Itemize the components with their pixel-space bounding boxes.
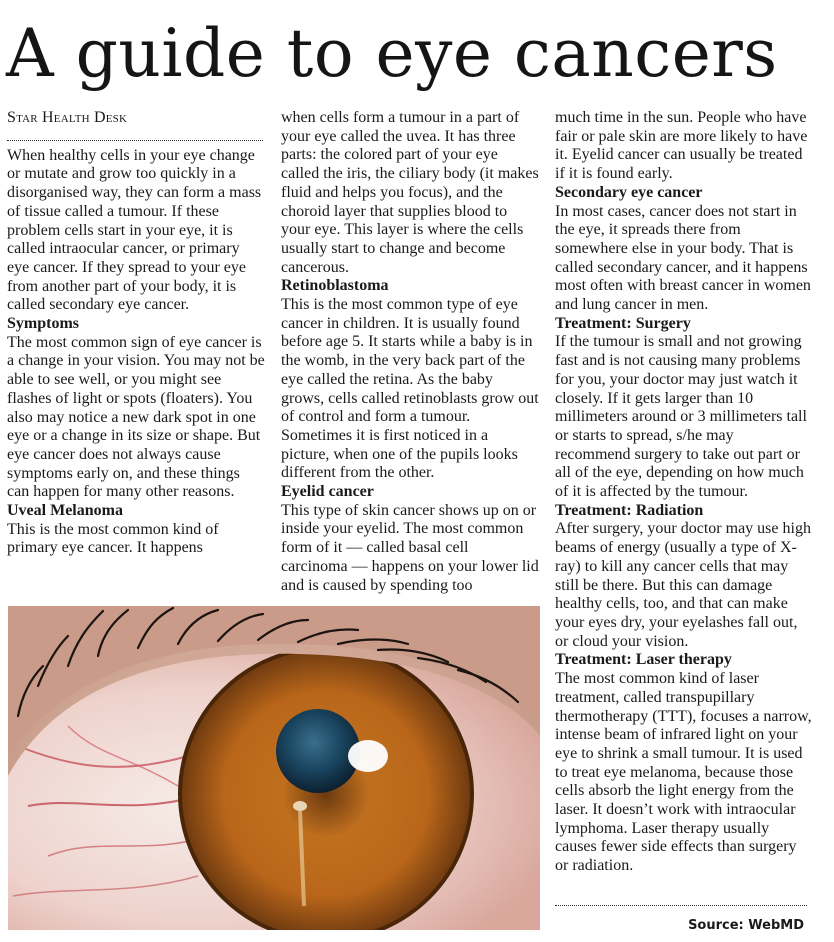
byline-divider: [7, 128, 263, 141]
laser-therapy-heading: Treatment: Laser therapy: [555, 651, 732, 669]
intro-paragraph: When healthy cells in your eye change or mutate and grow too quickly in a disorganised way, they can form a mass of tissue called a tumour. If these problem cells start in your eye, it is called intraocular cancer, or primary eye cancer. If they spread to your eye from another part of your body, it is called secondary eye cancer.: [7, 146, 262, 314]
eyelid-cancer-heading: Eyelid cancer: [281, 483, 374, 501]
eye-photograph: [8, 606, 540, 930]
source-divider: [555, 905, 807, 906]
article-column-1: [7, 109, 265, 558]
source-credit: Source: WebMD: [688, 918, 804, 933]
eye-illustration: [8, 606, 540, 930]
retinoblastoma-heading: Retinoblastoma: [281, 277, 389, 295]
secondary-eye-cancer-heading: Secondary eye cancer: [555, 183, 703, 201]
byline: Star Health Desk: [7, 109, 128, 126]
secondary-eye-cancer-paragraph: In most cases, cancer does not start in the eye, it spreads there from somewhere else in your body. That is called secondary cancer, and it happens most often with breast cancer in women and lung cancer in men.: [555, 202, 811, 314]
uveal-melanoma-paragraph-start: This is the most common kind of primary eye cancer. It happens: [7, 520, 219, 557]
laser-therapy-paragraph: The most common kind of laser treatment, called transpupillary thermotherapy (TTT), focuses a narrow, intense beam of infrared light on your eye to shrink a small tumour. It is used to treat eye melanoma, because those cells absorb the light energy from the laser. It doesn’t work with intraocular lymphoma. Laser therapy usually causes fewer side effects than surgery or radiation.: [555, 670, 812, 875]
symptoms-heading: Symptoms: [7, 315, 80, 333]
retinoblastoma-paragraph: This is the most common type of eye cancer in children. It is usually found before age 5. It starts while a baby is in the womb, in the very back part of the eye called the retina. As the baby grows, cells called retinoblasts grow out of control and form a tumour. Sometimes it is first noticed in a picture, when one of the pupils looks different from the other.: [281, 296, 539, 482]
uveal-melanoma-paragraph-end: when cells form a tumour in a part of your eye called the uvea. It has three parts: the colored part of your eye called the iris, the ciliary body (it makes fluid and helps you focus), and the choroid layer that supplies blood to your eye. This layer is where the cells usually start to change and become cancerous.: [281, 109, 539, 276]
surgery-heading: Treatment: Surgery: [555, 314, 691, 332]
eyelid-cancer-paragraph-end: much time in the sun. People who have fair or pale skin are more likely to have it. Eyelid cancer can usually be treated if it is found early.: [555, 109, 808, 183]
surgery-paragraph: If the tumour is small and not growing fast and is not causing many problems for you, your doctor may just watch it closely. If it gets larger than 10 millimeters around or 3 millimeters tall or starts to spread, s/he may recommend surgery to take out part or all of the eye, depending on how much of it is affected by the tumour.: [555, 333, 807, 501]
radiation-heading: Treatment: Radiation: [555, 501, 704, 519]
uveal-melanoma-heading: Uveal Melanoma: [7, 502, 123, 520]
symptoms-paragraph: The most common sign of eye cancer is a change in your vision. You may not be able to see well, or you might see flashes of light or spots (floaters). You also may notice a new dark spot in one eye or a change in its size or shape. But eye cancer does not always cause symptoms early on, and these things can happen for many other reasons.: [7, 333, 265, 501]
radiation-paragraph: After surgery, your doctor may use high beams of energy (usually a type of X-ray) to kill any cancer cells that may still be there. But this can damage healthy cells, too, and that can make your eyes dry, your eyelashes fall out, or cloud your vision.: [555, 520, 811, 650]
article-column-2: [281, 109, 539, 595]
headline: A guide to eye cancers: [6, 15, 778, 92]
eyelid-cancer-paragraph-start: This type of skin cancer shows up on or inside your eyelid. The most common form of it — called basal cell carcinoma — happens on your lower lid and is caused by spending too: [281, 501, 539, 594]
article-column-3: [555, 109, 813, 876]
